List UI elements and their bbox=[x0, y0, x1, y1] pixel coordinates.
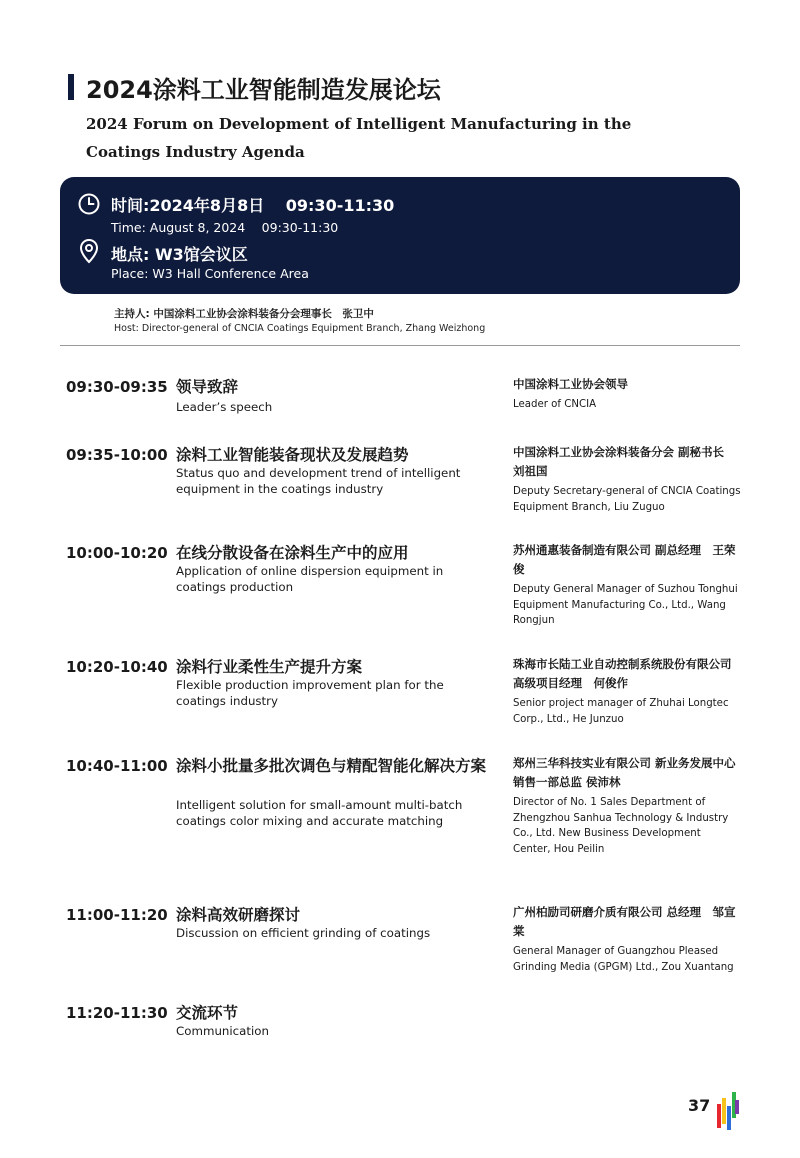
brand-logo-icon bbox=[716, 1088, 740, 1136]
speaker-en: Director of No. 1 Sales Department of Zhengzhou Sanhua Technology & Industry Co., Ltd. New Business Development Center, Hou Peilin bbox=[513, 797, 729, 856]
speaker-cn: 珠海市长陆工业自动控制系统股份有限公司 高级项目经理 何俊作 bbox=[513, 657, 743, 690]
speaker-en: Leader of CNCIA bbox=[513, 399, 597, 410]
page-number: 37 bbox=[688, 1096, 711, 1115]
speaker-en: Senior project manager of Zhuhai Longtec Corp., Ltd., He Junzuo bbox=[513, 698, 729, 725]
agenda-time: 10:20-10:40 bbox=[66, 658, 168, 676]
agenda-time: 10:00-10:20 bbox=[66, 544, 168, 562]
agenda-speaker bbox=[513, 541, 741, 629]
speaker-en: General Manager of Guangzhou Pleased Grinding Media (GPGM) Ltd., Zou Xuantang bbox=[513, 946, 734, 973]
event-time-en: Time: August 8, 2024 09:30-11:30 bbox=[111, 220, 339, 235]
agenda-speaker bbox=[513, 375, 741, 413]
agenda-topic-en: Flexible production improvement plan for the coatings industry bbox=[176, 678, 444, 708]
agenda-time: 10:40-11:00 bbox=[66, 757, 168, 775]
agenda-topic-cn: 涂料小批量多批次调色与精配智能化解决方案 bbox=[176, 757, 487, 775]
agenda-topic-en: Leader’s speech bbox=[176, 400, 273, 414]
agenda-topic-cn: 交流环节 bbox=[176, 1004, 239, 1022]
agenda-topic-en: Application of online dispersion equipment in coatings production bbox=[176, 564, 444, 594]
agenda-speaker bbox=[513, 655, 741, 727]
agenda-topic-cn: 涂料行业柔性生产提升方案 bbox=[176, 658, 363, 676]
speaker-cn: 苏州通惠装备制造有限公司 副总经理 王荣俊 bbox=[513, 543, 736, 576]
speaker-cn: 中国涂料工业协会领导 bbox=[513, 377, 628, 391]
agenda-time: 11:00-11:20 bbox=[66, 906, 168, 924]
agenda-topic-en: Communication bbox=[176, 1024, 269, 1038]
clock-icon bbox=[78, 193, 100, 219]
agenda-topic-cn: 涂料工业智能装备现状及发展趋势 bbox=[176, 446, 409, 464]
agenda-speaker bbox=[513, 754, 748, 858]
agenda-topic-en: Intelligent solution for small-amount multi-batch coatings color mixing and accurate matching bbox=[176, 798, 463, 828]
page-subtitle: 2024 Forum on Development of Intelligent Manufacturing in the Coatings Industry Agenda bbox=[86, 115, 632, 161]
agenda-topic-en: Discussion on efficient grinding of coatings bbox=[176, 926, 431, 940]
divider bbox=[60, 345, 740, 346]
agenda-speaker bbox=[513, 443, 741, 515]
event-place-cn: 地点: W3馆会议区 bbox=[111, 245, 248, 264]
speaker-cn: 郑州三华科技实业有限公司 新业务发展中心 销售一部总监 侯沛林 bbox=[513, 756, 748, 789]
page-title: 2024涂料工业智能制造发展论坛 bbox=[86, 76, 441, 104]
location-pin-icon bbox=[79, 238, 99, 268]
agenda-time: 09:35-10:00 bbox=[66, 446, 168, 464]
speaker-cn: 广州柏励司研磨介质有限公司 总经理 邹宣棠 bbox=[513, 905, 736, 938]
speaker-cn: 中国涂料工业协会涂料装备分会 副秘书长 刘祖国 bbox=[513, 445, 736, 478]
speaker-en: Deputy General Manager of Suzhou Tonghui Equipment Manufacturing Co., Ltd., Wang Rongjun bbox=[513, 584, 738, 627]
event-info-box bbox=[60, 177, 740, 294]
event-place-en: Place: W3 Hall Conference Area bbox=[111, 266, 309, 281]
speaker-en: Deputy Secretary-general of CNCIA Coatings Equipment Branch, Liu Zuguo bbox=[513, 486, 741, 513]
agenda-topic-en: Status quo and development trend of intelligent equipment in the coatings industry bbox=[176, 466, 461, 496]
host-en: Host: Director-general of CNCIA Coatings Equipment Branch, Zhang Weizhong bbox=[114, 323, 486, 334]
agenda-time: 11:20-11:30 bbox=[66, 1004, 168, 1022]
agenda-topic-cn: 涂料高效研磨探讨 bbox=[176, 906, 301, 924]
event-time-cn: 时间:2024年8月8日 09:30-11:30 bbox=[111, 196, 395, 215]
agenda-time: 09:30-09:35 bbox=[66, 378, 168, 396]
agenda-topic-cn: 在线分散设备在涂料生产中的应用 bbox=[176, 544, 409, 562]
agenda-speaker bbox=[513, 903, 741, 975]
host-cn: 主持人: 中国涂料工业协会涂料装备分会理事长 张卫中 bbox=[114, 308, 374, 320]
agenda-topic-cn: 领导致辞 bbox=[176, 378, 239, 396]
title-accent-bar bbox=[68, 74, 74, 100]
